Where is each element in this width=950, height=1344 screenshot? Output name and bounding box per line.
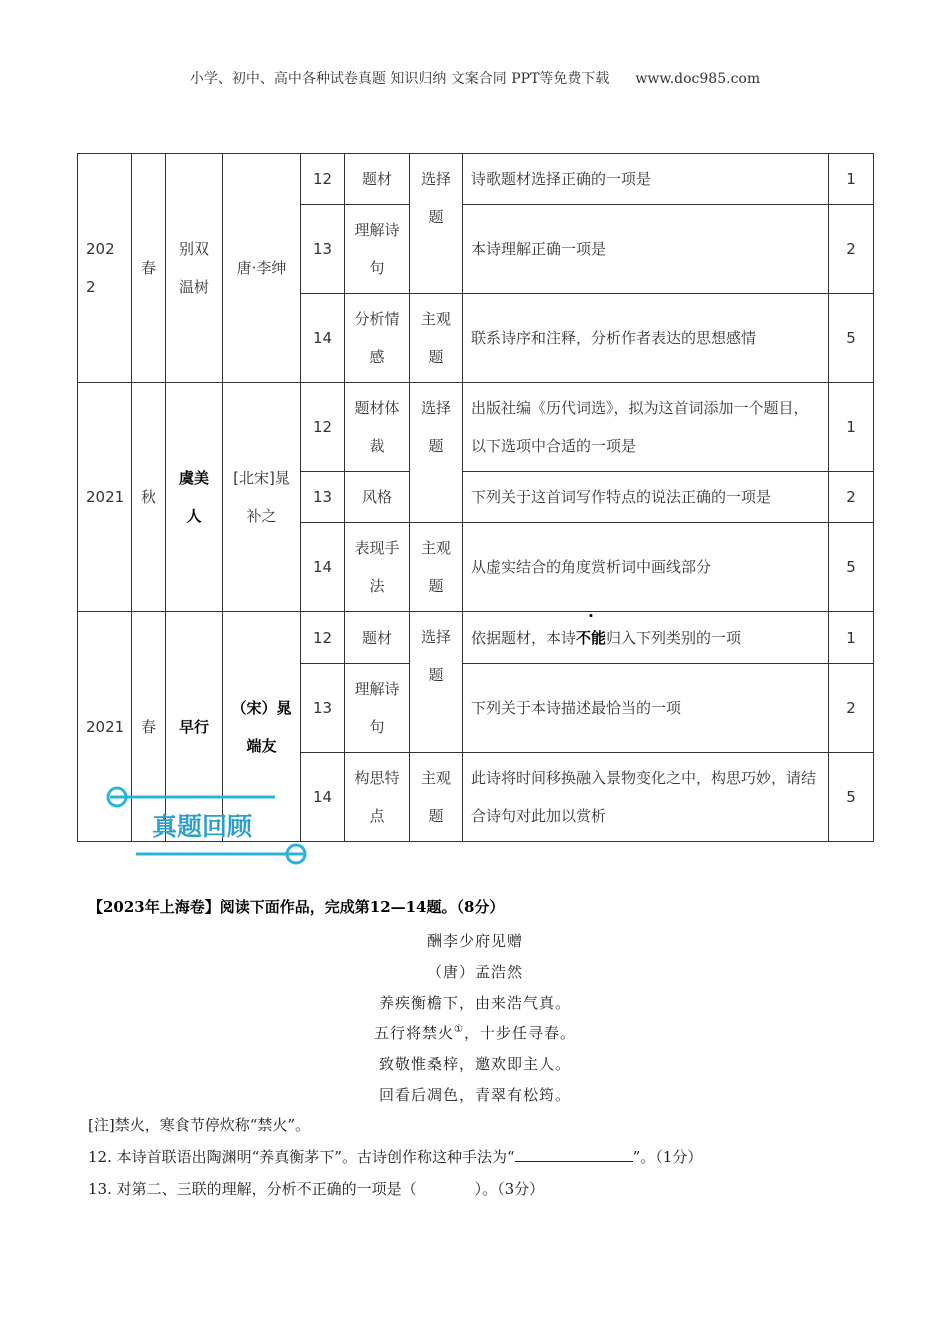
question-cell: 下列关于这首词写作特点的说法正确的一项是: [463, 472, 829, 523]
table-row: [78, 612, 874, 664]
topic-cell: 题材: [345, 154, 410, 205]
intro-text: 阅读下面作品，完成第12—14题。（8分）: [219, 898, 505, 916]
type-cell: 选择题: [410, 154, 463, 294]
question-cell: 从虚实结合的角度赏析词中画线部分: [463, 523, 829, 612]
question-12: 12. 本诗首联语出陶渊明“养真衡茅下”。古诗创作称这种手法为“ ”。（1分）: [88, 1148, 703, 1166]
score-cell: 5: [829, 294, 874, 383]
score-cell: 2: [829, 472, 874, 523]
question-cell: 联系诗序和注释，分析作者表达的思想感情: [463, 294, 829, 383]
section-banner: [100, 782, 330, 872]
poem-line: 五行将禁火①，十步任寻春。: [374, 1024, 576, 1042]
question-13: 13. 对第二、三联的理解，分析不正确的一项是（ ）。（3分）: [88, 1180, 545, 1198]
banner-label: 真题回顾: [152, 812, 253, 841]
type-cell: 选择题: [410, 612, 463, 753]
type-cell: 主观题: [410, 294, 463, 383]
year-cell: 2021: [78, 383, 132, 612]
topic-cell: 表现手法: [345, 523, 410, 612]
question-cell: 依据题材，本诗不能归入下列类别的一项: [463, 612, 829, 664]
author-cell: 唐·李绅: [223, 154, 301, 383]
year-cell: 2022: [78, 154, 132, 383]
question-cell: 出版社编《历代词选》，拟为这首词添加一个题目，以下选项中合适的一项是: [463, 383, 829, 472]
num-cell: 13: [301, 205, 345, 294]
type-cell: 主观题: [410, 753, 463, 842]
score-cell: 1: [829, 154, 874, 205]
emphasis-mark: 不能: [576, 628, 607, 647]
topic-cell: 风格: [345, 472, 410, 523]
topic-cell: 理解诗句: [345, 205, 410, 294]
type-cell: 主观题: [410, 523, 463, 612]
header-text: 小学、初中、高中各种试卷真题 知识归纳 文案合同 PPT等免费下载: [189, 71, 610, 87]
num-cell: 12: [301, 612, 345, 664]
exam-intro: [88, 896, 504, 917]
topic-cell: 分析情感: [345, 294, 410, 383]
author-cell: （宋）晁端友: [223, 612, 301, 842]
topic-cell: 题材: [345, 612, 410, 664]
type-cell: 选择题: [410, 383, 463, 523]
author-cell: [北宋]晁补之: [223, 383, 301, 612]
score-cell: 5: [829, 753, 874, 842]
poem-author: （唐）孟浩然: [426, 963, 523, 981]
poem-line: 致敬惟桑梓，邀欢即主人。: [378, 1055, 571, 1073]
table-row: [78, 154, 874, 205]
num-cell: 14: [301, 523, 345, 612]
num-cell: 14: [301, 753, 345, 842]
poem-title: 酬李少府见赠: [426, 932, 523, 950]
season-cell: 春: [132, 154, 166, 383]
topic-cell: 构思特点: [345, 753, 410, 842]
poem-note: [注]禁火，寒食节停炊称“禁火”。: [88, 1116, 311, 1134]
question-cell: 本诗理解正确一项是: [463, 205, 829, 294]
num-cell: 12: [301, 383, 345, 472]
num-cell: 14: [301, 294, 345, 383]
footnote-mark: ①: [454, 1024, 464, 1035]
score-cell: 1: [829, 383, 874, 472]
num-cell: 13: [301, 664, 345, 753]
page-header: [0, 68, 950, 88]
num-cell: 13: [301, 472, 345, 523]
poem-line: 回看后凋色，青翠有松筠。: [378, 1086, 571, 1104]
title-cell: 早行: [166, 612, 223, 842]
title-cell: 虞美人: [166, 383, 223, 612]
season-cell: 秋: [132, 383, 166, 612]
year-cell: 2021: [78, 612, 132, 842]
score-cell: 2: [829, 664, 874, 753]
poem-line: 养疾衡檐下，由来浩气真。: [378, 994, 571, 1012]
score-cell: 2: [829, 205, 874, 294]
question-cell: 下列关于本诗描述最恰当的一项: [463, 664, 829, 753]
score-cell: 1: [829, 612, 874, 664]
topic-cell: 题材体裁: [345, 383, 410, 472]
table-row: [78, 383, 874, 472]
header-url[interactable]: www.doc985.com: [635, 71, 761, 87]
answer-blank[interactable]: [515, 1147, 633, 1162]
title-cell: 别双温树: [166, 154, 223, 383]
topic-cell: 理解诗句: [345, 664, 410, 753]
exam-summary-table: [77, 153, 874, 842]
season-cell: 春: [132, 612, 166, 842]
score-cell: 5: [829, 523, 874, 612]
question-cell: 此诗将时间移换融入景物变化之中，构思巧妙，请结合诗句对此加以赏析: [463, 753, 829, 842]
intro-tag: 【2023年上海卷】: [88, 898, 220, 916]
question-cell: 诗歌题材选择正确的一项是: [463, 154, 829, 205]
num-cell: 12: [301, 154, 345, 205]
